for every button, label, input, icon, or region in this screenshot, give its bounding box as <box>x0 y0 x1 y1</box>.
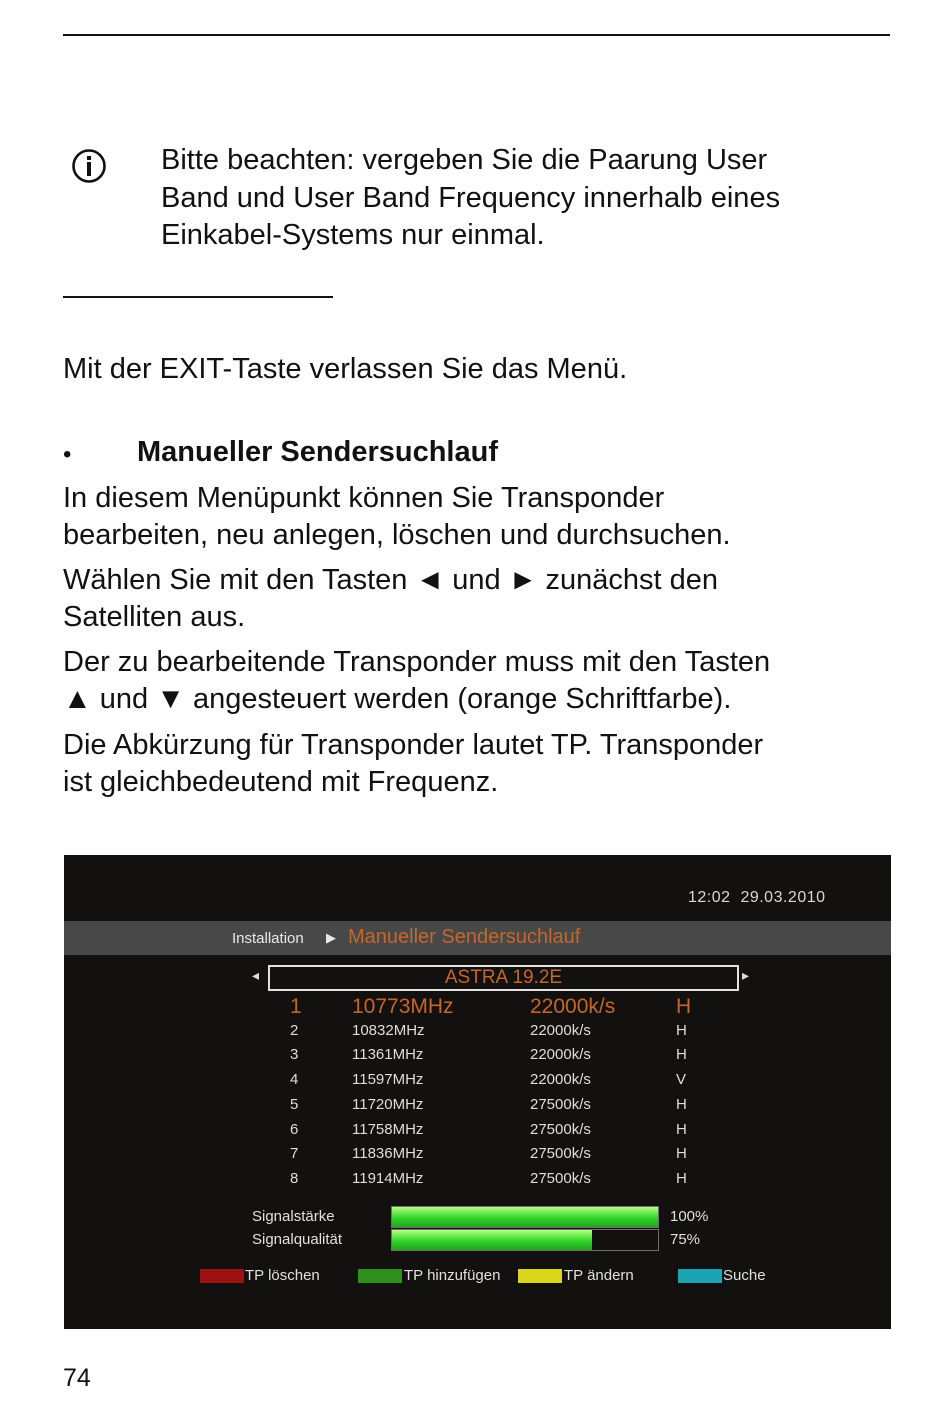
tp-polarization: V <box>676 1071 687 1088</box>
bullet: • <box>63 441 72 468</box>
signal-strength-fill <box>392 1207 658 1227</box>
paragraph-line: Die Abkürzung für Transponder lautet TP. Transponder <box>63 729 764 761</box>
satellite-selector[interactable] <box>268 965 739 991</box>
page-number: 74 <box>63 1364 91 1392</box>
paragraph <box>63 727 890 801</box>
tp-frequency: 11758MHz <box>352 1121 424 1138</box>
info-icon <box>71 148 107 184</box>
signal-strength-value: 100% <box>670 1208 709 1225</box>
red-key-icon <box>200 1269 244 1283</box>
tp-number: 6 <box>290 1121 299 1138</box>
key-label-tp-add[interactable]: TP hinzufügen <box>404 1267 501 1284</box>
tp-number: 2 <box>290 1022 299 1039</box>
paragraph-line: Wählen Sie mit den Tasten ◄ und ► zunächst den <box>63 564 718 596</box>
tp-polarization: H <box>676 1170 687 1187</box>
tp-number: 8 <box>290 1170 299 1187</box>
note-line: Band und User Band Frequency innerhalb eines <box>161 181 781 214</box>
transponder-row[interactable] <box>64 1071 891 1096</box>
signal-quality-value: 75% <box>670 1231 701 1248</box>
paragraph <box>63 480 890 554</box>
tp-frequency: 11914MHz <box>352 1170 424 1187</box>
paragraph-line: In diesem Menüpunkt können Sie Transponder <box>63 482 665 514</box>
signal-quality-label: Signalqualität <box>252 1231 343 1248</box>
arrow-right-icon[interactable]: ▸ <box>742 967 750 983</box>
paragraph-line: Satelliten aus. <box>63 601 246 633</box>
paragraph <box>63 644 890 718</box>
transponder-row[interactable] <box>64 1170 891 1195</box>
transponder-row[interactable] <box>64 1121 891 1146</box>
signal-quality-bar <box>391 1229 659 1251</box>
exit-instruction: Mit der EXIT-Taste verlassen Sie das Menü. <box>63 353 628 385</box>
tp-number: 3 <box>290 1046 299 1063</box>
tp-frequency: 11361MHz <box>352 1046 424 1063</box>
tp-symbol-rate: 22000k/s <box>530 995 616 1018</box>
tp-symbol-rate: 22000k/s <box>530 1022 591 1039</box>
key-label-search[interactable]: Suche <box>723 1267 766 1284</box>
green-key-icon <box>358 1269 402 1283</box>
tp-symbol-rate: 22000k/s <box>530 1046 591 1063</box>
tp-symbol-rate: 27500k/s <box>530 1121 591 1138</box>
tp-symbol-rate: 27500k/s <box>530 1145 591 1162</box>
tp-polarization: H <box>676 1096 687 1113</box>
section-rule <box>63 296 333 298</box>
satellite-name: ASTRA 19.2E <box>444 967 563 988</box>
transponder-row[interactable] <box>64 1145 891 1170</box>
transponder-row[interactable] <box>64 1046 891 1071</box>
tp-frequency: 11836MHz <box>352 1145 424 1162</box>
tp-polarization: H <box>676 1121 687 1138</box>
note-line: Bitte beachten: vergeben Sie die Paarung User <box>161 144 768 176</box>
paragraph-line: Der zu bearbeitende Transponder muss mit den Tasten <box>63 646 771 678</box>
breadcrumb-parent[interactable]: Installation <box>232 930 304 947</box>
paragraph <box>63 562 890 636</box>
tp-frequency: 10832MHz <box>352 1022 425 1039</box>
tp-symbol-rate: 22000k/s <box>530 1071 591 1088</box>
signal-strength-label: Signalstärke <box>252 1208 335 1225</box>
tp-polarization: H <box>676 1022 687 1039</box>
transponder-row-selected[interactable] <box>64 995 891 1020</box>
time: 12:02 <box>688 889 731 906</box>
tp-polarization: H <box>676 1145 687 1162</box>
paragraph-line: ▲ und ▼ angesteuert werden (orange Schriftfarbe). <box>63 683 732 715</box>
tp-number: 4 <box>290 1071 299 1088</box>
tp-symbol-rate: 27500k/s <box>530 1170 591 1187</box>
key-label-tp-delete[interactable]: TP löschen <box>245 1267 320 1284</box>
breadcrumb-current: Manueller Sendersuchlauf <box>348 926 581 948</box>
yellow-key-icon <box>518 1269 562 1283</box>
top-rule <box>63 34 890 36</box>
section-title: Manueller Sendersuchlauf <box>137 436 498 468</box>
tp-polarization: H <box>676 1046 687 1063</box>
arrow-left-icon[interactable]: ◂ <box>252 967 260 983</box>
tp-polarization: H <box>676 995 692 1018</box>
breadcrumb-arrow-icon: ▶ <box>326 930 336 945</box>
transponder-row[interactable] <box>64 1022 891 1047</box>
date: 29.03.2010 <box>740 889 826 906</box>
signal-strength-bar <box>391 1206 659 1228</box>
tp-number: 5 <box>290 1096 299 1113</box>
note-line: Einkabel-Systems nur einmal. <box>161 219 545 251</box>
tp-symbol-rate: 27500k/s <box>530 1096 591 1113</box>
key-label-tp-edit[interactable]: TP ändern <box>564 1267 634 1284</box>
breadcrumb <box>64 921 891 955</box>
tp-number: 7 <box>290 1145 299 1162</box>
tv-menu-screenshot <box>64 855 891 1329</box>
blue-key-icon <box>678 1269 722 1283</box>
tp-frequency: 11720MHz <box>352 1096 424 1113</box>
note-text <box>161 142 881 255</box>
transponder-row[interactable] <box>64 1096 891 1121</box>
paragraph-line: bearbeiten, neu anlegen, löschen und durchsuchen. <box>63 519 731 551</box>
tp-frequency: 11597MHz <box>352 1071 424 1088</box>
signal-quality-fill <box>392 1230 592 1250</box>
paragraph-line: ist gleichbedeutend mit Frequenz. <box>63 766 499 798</box>
clock <box>688 889 826 907</box>
tp-frequency: 10773MHz <box>352 995 454 1018</box>
tp-number: 1 <box>290 995 302 1018</box>
